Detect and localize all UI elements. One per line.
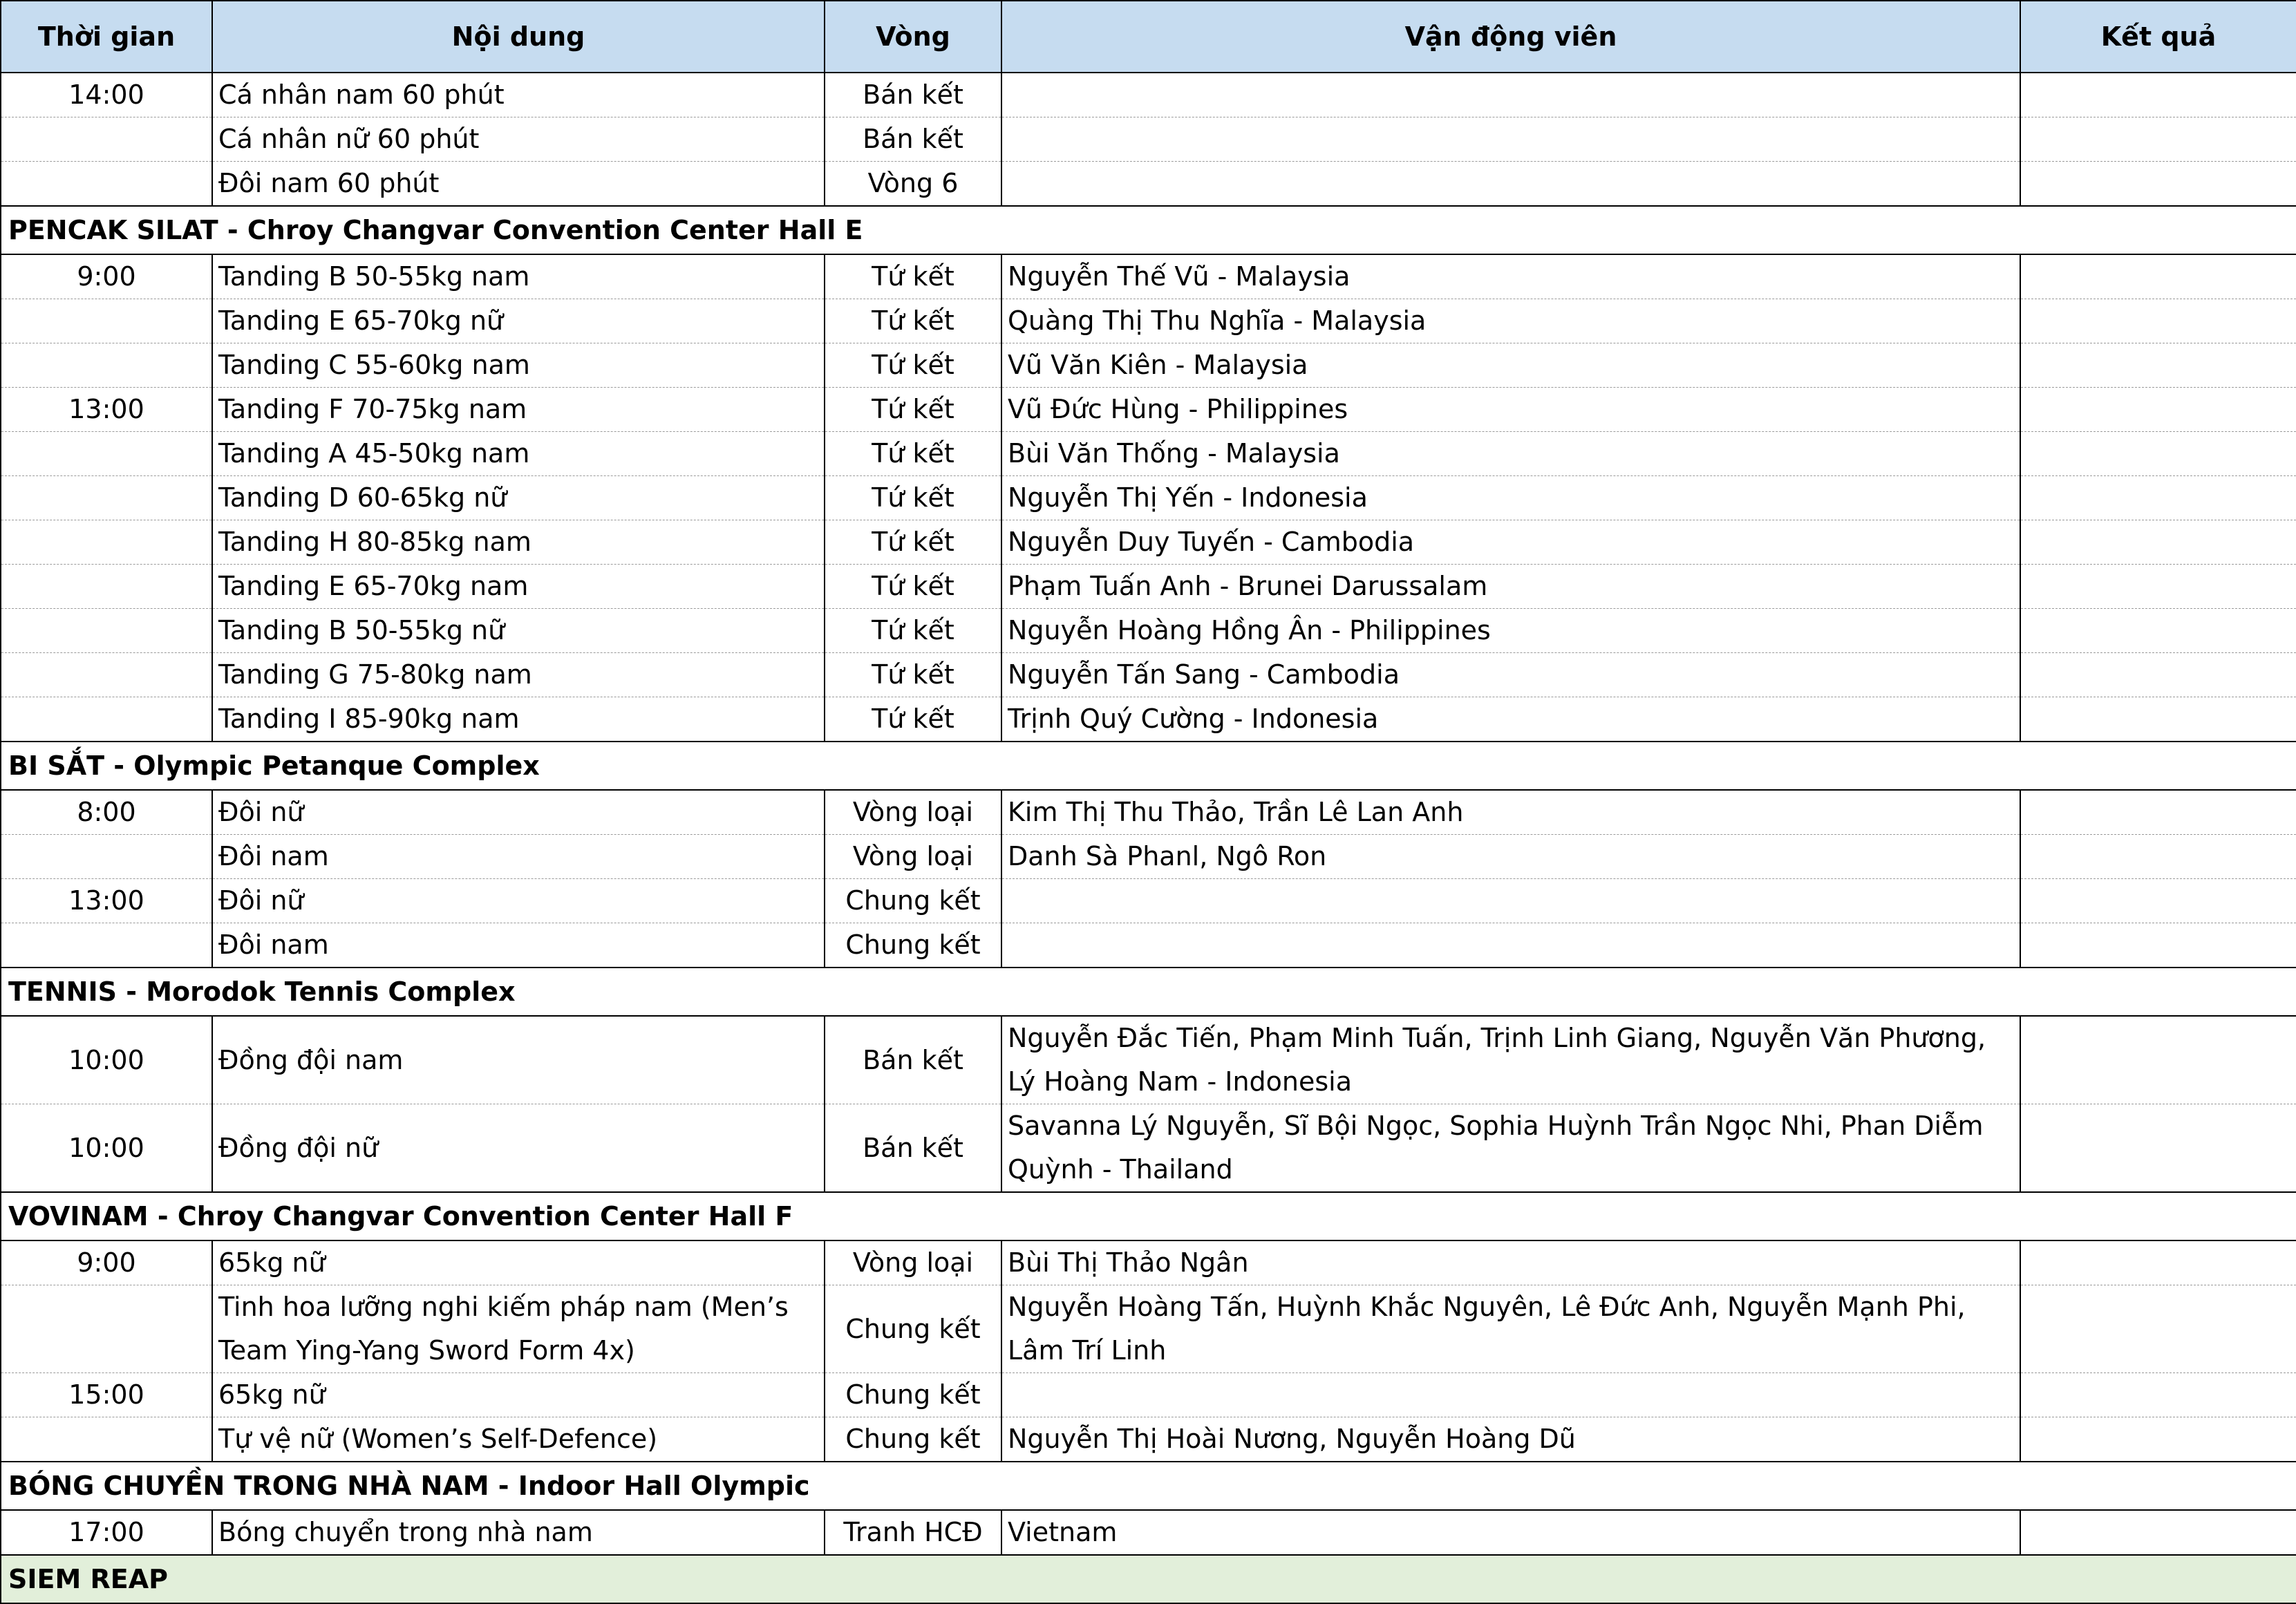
- cell-time[interactable]: 13:00: [1, 388, 212, 432]
- table-row: [1, 432, 2296, 476]
- cell-athlete[interactable]: Kim Thị Thu Thảo, Trần Lê Lan Anh: [1001, 790, 2020, 835]
- section-row: [1, 1462, 2296, 1510]
- schedule-body: [1, 73, 2296, 1603]
- cell-round[interactable]: Tứ kết: [825, 609, 1001, 653]
- cell-result[interactable]: [2020, 697, 2296, 742]
- cell-result[interactable]: [2020, 653, 2296, 697]
- cell-event[interactable]: Tanding D 60-65kg nữ: [212, 476, 825, 520]
- cell-athlete[interactable]: Bùi Văn Thống - Malaysia: [1001, 432, 2020, 476]
- cell-round[interactable]: Chung kết: [825, 879, 1001, 923]
- cell-time[interactable]: [1, 299, 212, 343]
- cell-time[interactable]: 10:00: [1, 1104, 212, 1193]
- cell-event[interactable]: Tanding A 45-50kg nam: [212, 432, 825, 476]
- cell-time[interactable]: [1, 653, 212, 697]
- cell-time[interactable]: [1, 697, 212, 742]
- cell-time[interactable]: 10:00: [1, 1016, 212, 1104]
- table-row: [1, 117, 2296, 162]
- cell-event[interactable]: Đôi nữ: [212, 790, 825, 835]
- section-row: [1, 742, 2296, 790]
- table-row: [1, 565, 2296, 609]
- section-row: [1, 1192, 2296, 1240]
- cell-result[interactable]: [2020, 565, 2296, 609]
- cell-time[interactable]: 14:00: [1, 73, 212, 117]
- cell-athlete[interactable]: [1001, 117, 2020, 162]
- cell-result[interactable]: [2020, 476, 2296, 520]
- cell-round[interactable]: Chung kết: [825, 1417, 1001, 1462]
- cell-result[interactable]: [2020, 835, 2296, 879]
- cell-result[interactable]: [2020, 343, 2296, 388]
- cell-round[interactable]: Chung kết: [825, 1373, 1001, 1417]
- cell-round[interactable]: Tranh HCĐ: [825, 1510, 1001, 1555]
- table-row: [1, 879, 2296, 923]
- cell-time[interactable]: 13:00: [1, 879, 212, 923]
- cell-round[interactable]: Tứ kết: [825, 476, 1001, 520]
- cell-round[interactable]: Bán kết: [825, 1016, 1001, 1104]
- cell-event[interactable]: Tanding G 75-80kg nam: [212, 653, 825, 697]
- cell-result[interactable]: [2020, 609, 2296, 653]
- cell-event[interactable]: Tanding E 65-70kg nam: [212, 565, 825, 609]
- cell-event[interactable]: Bóng chuyển trong nhà nam: [212, 1510, 825, 1555]
- table-row: [1, 388, 2296, 432]
- cell-result[interactable]: [2020, 254, 2296, 299]
- cell-time[interactable]: [1, 1285, 212, 1373]
- cell-athlete[interactable]: Vũ Văn Kiên - Malaysia: [1001, 343, 2020, 388]
- cell-round[interactable]: Tứ kết: [825, 432, 1001, 476]
- cell-round[interactable]: Tứ kết: [825, 388, 1001, 432]
- section-row: [1, 1555, 2296, 1603]
- header-result[interactable]: Kết quả: [2020, 1, 2296, 73]
- cell-round[interactable]: Chung kết: [825, 923, 1001, 968]
- cell-event[interactable]: Tanding E 65-70kg nữ: [212, 299, 825, 343]
- cell-result[interactable]: [2020, 520, 2296, 565]
- table-row: [1, 1417, 2296, 1462]
- cell-time[interactable]: 8:00: [1, 790, 212, 835]
- cell-time[interactable]: 9:00: [1, 254, 212, 299]
- cell-athlete[interactable]: Nguyễn Thị Hoài Nương, Nguyễn Hoàng Dũ: [1001, 1417, 2020, 1462]
- cell-time[interactable]: [1, 432, 212, 476]
- cell-athlete[interactable]: Vietnam: [1001, 1510, 2020, 1555]
- table-row: [1, 1016, 2296, 1104]
- table-row: [1, 73, 2296, 117]
- cell-result[interactable]: [2020, 1417, 2296, 1462]
- section-title[interactable]: TENNIS - Morodok Tennis Complex: [1, 968, 2296, 1016]
- cell-round[interactable]: Vòng loại: [825, 835, 1001, 879]
- cell-result[interactable]: [2020, 432, 2296, 476]
- table-row: [1, 254, 2296, 299]
- table-row: [1, 835, 2296, 879]
- cell-event[interactable]: Tanding B 50-55kg nam: [212, 254, 825, 299]
- cell-event[interactable]: 65kg nữ: [212, 1373, 825, 1417]
- cell-result[interactable]: [2020, 1285, 2296, 1373]
- header-time[interactable]: Thời gian: [1, 1, 212, 73]
- cell-result[interactable]: [2020, 388, 2296, 432]
- cell-result[interactable]: [2020, 790, 2296, 835]
- cell-event[interactable]: Đôi nam: [212, 923, 825, 968]
- cell-time[interactable]: [1, 343, 212, 388]
- cell-round[interactable]: Tứ kết: [825, 520, 1001, 565]
- cell-result[interactable]: [2020, 879, 2296, 923]
- cell-result[interactable]: [2020, 1016, 2296, 1104]
- cell-round[interactable]: Vòng loại: [825, 790, 1001, 835]
- header-row: [1, 1, 2296, 73]
- cell-athlete[interactable]: Quàng Thị Thu Nghĩa - Malaysia: [1001, 299, 2020, 343]
- cell-event[interactable]: Tanding H 80-85kg nam: [212, 520, 825, 565]
- cell-athlete[interactable]: Vũ Đức Hùng - Philippines: [1001, 388, 2020, 432]
- cell-athlete[interactable]: Nguyễn Hoàng Tấn, Huỳnh Khắc Nguyên, Lê Đức Anh, Nguyễn Mạnh Phi, Lâm Trí Linh: [1001, 1285, 2020, 1373]
- table-row: [1, 923, 2296, 968]
- cell-result[interactable]: [2020, 162, 2296, 207]
- cell-time[interactable]: [1, 162, 212, 207]
- cell-event[interactable]: Tanding C 55-60kg nam: [212, 343, 825, 388]
- cell-athlete[interactable]: [1001, 879, 2020, 923]
- cell-event[interactable]: Tanding F 70-75kg nam: [212, 388, 825, 432]
- cell-athlete[interactable]: Nguyễn Hoàng Hồng Ân - Philippines: [1001, 609, 2020, 653]
- table-row: [1, 653, 2296, 697]
- cell-result[interactable]: [2020, 1373, 2296, 1417]
- cell-event[interactable]: Đồng đội nam: [212, 1016, 825, 1104]
- cell-event[interactable]: Cá nhân nam 60 phút: [212, 73, 825, 117]
- cell-event[interactable]: Tanding B 50-55kg nữ: [212, 609, 825, 653]
- cell-athlete[interactable]: Phạm Tuấn Anh - Brunei Darussalam: [1001, 565, 2020, 609]
- table-row: [1, 1373, 2296, 1417]
- cell-time[interactable]: [1, 476, 212, 520]
- cell-time[interactable]: [1, 923, 212, 968]
- section-row: [1, 968, 2296, 1016]
- cell-event[interactable]: Tinh hoa lưỡng nghi kiếm pháp nam (Men’s Team Ying-Yang Sword Form 4x): [212, 1285, 825, 1373]
- cell-result[interactable]: [2020, 73, 2296, 117]
- cell-round[interactable]: Vòng loại: [825, 1240, 1001, 1285]
- cell-time[interactable]: [1, 565, 212, 609]
- cell-round[interactable]: Tứ kết: [825, 343, 1001, 388]
- section-title[interactable]: VOVINAM - Chroy Changvar Convention Center Hall F: [1, 1192, 2296, 1240]
- cell-time[interactable]: [1, 520, 212, 565]
- cell-event[interactable]: Đồng đội nữ: [212, 1104, 825, 1193]
- table-row: [1, 790, 2296, 835]
- cell-event[interactable]: Đôi nữ: [212, 879, 825, 923]
- table-row: [1, 1510, 2296, 1555]
- cell-time[interactable]: [1, 835, 212, 879]
- table-row: [1, 1285, 2296, 1373]
- cell-athlete[interactable]: Danh Sà Phanl, Ngô Ron: [1001, 835, 2020, 879]
- cell-athlete[interactable]: [1001, 162, 2020, 207]
- cell-athlete[interactable]: Nguyễn Tấn Sang - Cambodia: [1001, 653, 2020, 697]
- table-row: [1, 343, 2296, 388]
- cell-result[interactable]: [2020, 117, 2296, 162]
- table-row: [1, 1240, 2296, 1285]
- cell-round[interactable]: Bán kết: [825, 117, 1001, 162]
- cell-result[interactable]: [2020, 299, 2296, 343]
- cell-result[interactable]: [2020, 1240, 2296, 1285]
- cell-athlete[interactable]: [1001, 923, 2020, 968]
- cell-athlete[interactable]: Nguyễn Đắc Tiến, Phạm Minh Tuấn, Trịnh Linh Giang, Nguyễn Văn Phương, Lý Hoàng Nam - Indonesia: [1001, 1016, 2020, 1104]
- cell-round[interactable]: Tứ kết: [825, 254, 1001, 299]
- cell-event[interactable]: Đôi nam: [212, 835, 825, 879]
- cell-round[interactable]: Vòng 6: [825, 162, 1001, 207]
- table-row: [1, 162, 2296, 207]
- cell-athlete[interactable]: Nguyễn Thị Yến - Indonesia: [1001, 476, 2020, 520]
- table-row: [1, 299, 2296, 343]
- table-row: [1, 476, 2296, 520]
- cell-athlete[interactable]: Savanna Lý Nguyễn, Sĩ Bội Ngọc, Sophia Huỳnh Trần Ngọc Nhi, Phan Diễm Quỳnh - Thailand: [1001, 1104, 2020, 1193]
- cell-event[interactable]: Tự vệ nữ (Women’s Self-Defence): [212, 1417, 825, 1462]
- cell-round[interactable]: Chung kết: [825, 1285, 1001, 1373]
- cell-event[interactable]: Cá nhân nữ 60 phút: [212, 117, 825, 162]
- cell-athlete[interactable]: [1001, 1373, 2020, 1417]
- cell-event[interactable]: Tanding I 85-90kg nam: [212, 697, 825, 742]
- cell-round[interactable]: Bán kết: [825, 73, 1001, 117]
- section-title[interactable]: SIEM REAP: [1, 1555, 2296, 1603]
- cell-round[interactable]: Bán kết: [825, 1104, 1001, 1193]
- table-row: [1, 520, 2296, 565]
- header-round[interactable]: Vòng: [825, 1, 1001, 73]
- cell-time[interactable]: [1, 117, 212, 162]
- cell-athlete[interactable]: Nguyễn Duy Tuyến - Cambodia: [1001, 520, 2020, 565]
- cell-athlete[interactable]: Bùi Thị Thảo Ngân: [1001, 1240, 2020, 1285]
- section-row: [1, 206, 2296, 254]
- cell-time[interactable]: [1, 609, 212, 653]
- header-event[interactable]: Nội dung: [212, 1, 825, 73]
- header-athlete[interactable]: Vận động viên: [1001, 1, 2020, 73]
- cell-time[interactable]: 9:00: [1, 1240, 212, 1285]
- cell-time[interactable]: 17:00: [1, 1510, 212, 1555]
- section-title[interactable]: BI SẮT - Olympic Petanque Complex: [1, 742, 2296, 790]
- cell-result[interactable]: [2020, 923, 2296, 968]
- cell-event[interactable]: 65kg nữ: [212, 1240, 825, 1285]
- cell-result[interactable]: [2020, 1104, 2296, 1193]
- cell-result[interactable]: [2020, 1510, 2296, 1555]
- cell-time[interactable]: 15:00: [1, 1373, 212, 1417]
- table-row: [1, 609, 2296, 653]
- section-title[interactable]: PENCAK SILAT - Chroy Changvar Convention Center Hall E: [1, 206, 2296, 254]
- section-title[interactable]: BÓNG CHUYỀN TRONG NHÀ NAM - Indoor Hall Olympic: [1, 1462, 2296, 1510]
- cell-event[interactable]: Đôi nam 60 phút: [212, 162, 825, 207]
- table-row: [1, 697, 2296, 742]
- cell-athlete[interactable]: [1001, 73, 2020, 117]
- cell-round[interactable]: Tứ kết: [825, 697, 1001, 742]
- cell-round[interactable]: Tứ kết: [825, 565, 1001, 609]
- table-row: [1, 1104, 2296, 1193]
- cell-round[interactable]: Tứ kết: [825, 653, 1001, 697]
- cell-athlete[interactable]: Nguyễn Thế Vũ - Malaysia: [1001, 254, 2020, 299]
- cell-time[interactable]: [1, 1417, 212, 1462]
- cell-round[interactable]: Tứ kết: [825, 299, 1001, 343]
- cell-athlete[interactable]: Trịnh Quý Cường - Indonesia: [1001, 697, 2020, 742]
